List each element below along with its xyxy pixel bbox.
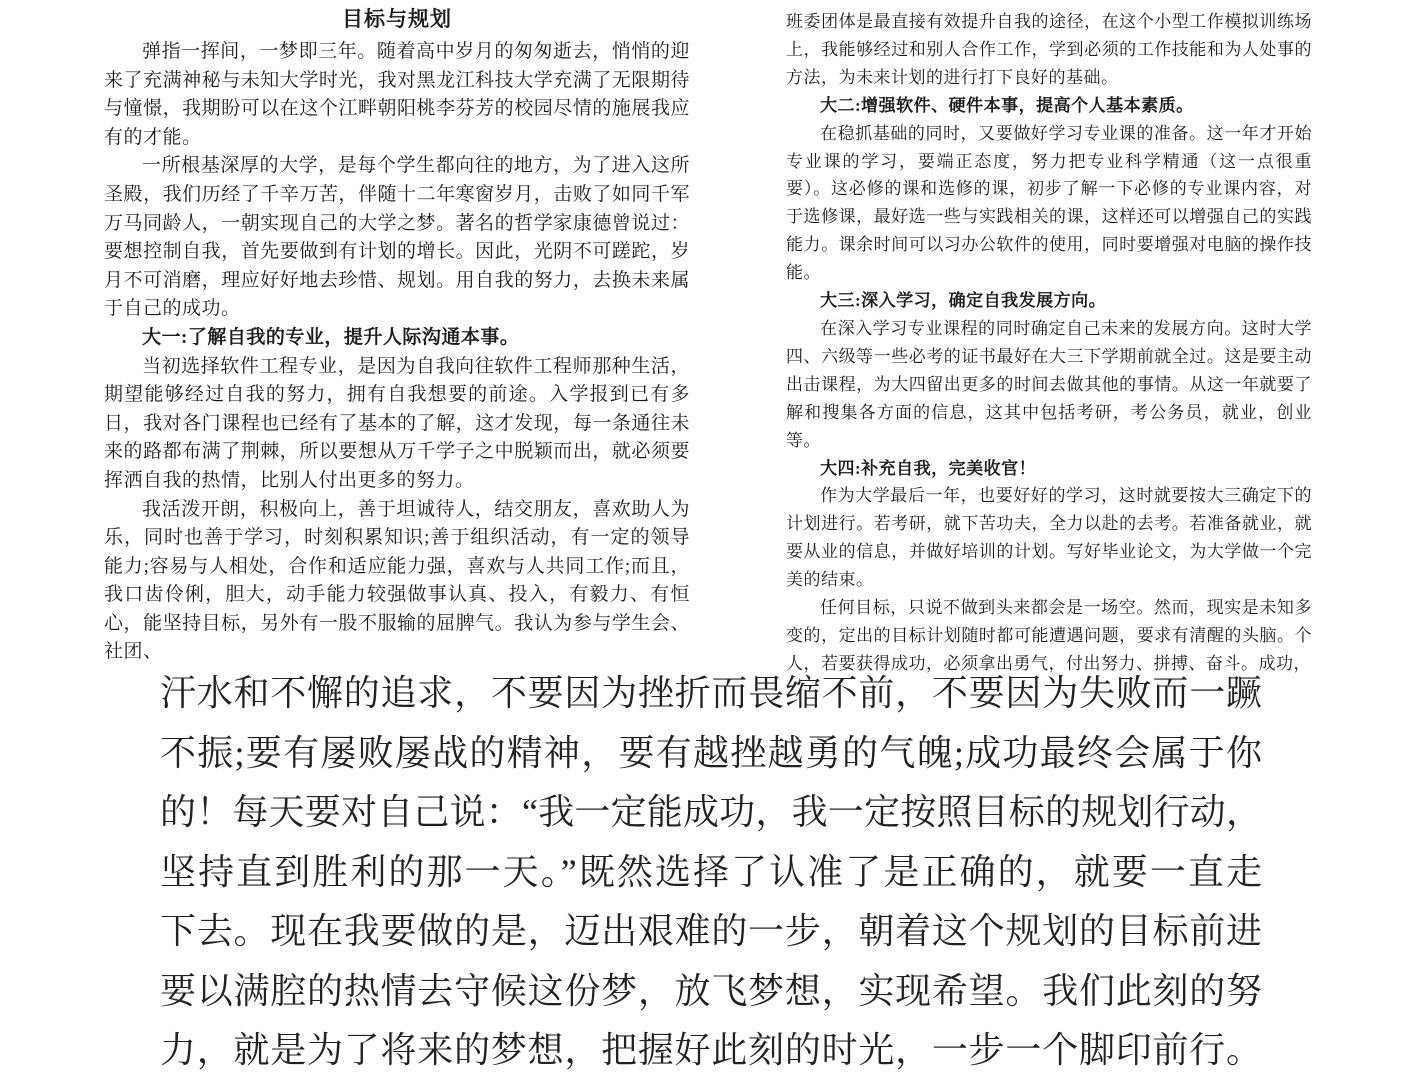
paragraph-intro: 弹指一挥间，一梦即三年。随着高中岁月的匆匆逝去，悄悄的迎来了充满神秘与未知大学时光，我对黑龙江科技大学充满了无限期待与憧憬，我期盼可以在这个江畔朝阳桃李芬芳的校园尽情的施展我应有的才能。 (104, 41, 690, 148)
page-title: 目标与规划 (342, 7, 452, 31)
magnified-line-partial: 力，就是为了将来的梦想，把握好此刻的时光，一步一个脚印前行。 (160, 1030, 1262, 1070)
magnified-line: 坚持直到胜利的那一天。”既然选择了认准了是正确的，就要一直走 (160, 851, 1262, 892)
magnified-line: 不振;要有屡败屡战的精神，要有越挫越勇的气魄;成功最终会属于你 (160, 732, 1262, 773)
paragraph-year3-plan: 在深入学习专业课程的同时确定自己未来的发展方向。这时大学四、六级等一些必考的证书最好在大三下学期前就全过。这是要主动出击课程，为大四留出更多的时间去做其他的事情。从这一年就要了解和搜集各方面的信息，这其中包括考研，考公务员，就业，创业等。 (786, 318, 1312, 450)
paragraph-personality: 我活泼开朗，积极向上，善于坦诚待人，结交朋友，喜欢助人为乐，同时也善于学习，时刻积累知识;善于组织活动，有一定的领导能力;容易与人相处，合作和适应能力强，喜欢与人共同工作;而且，我口齿伶俐，胆大，动手能力较强做事认真、投入，有毅力、有恒心，能坚持目标，另外有一股不服输的屈脾气。我认为参与学生会、社团、 (104, 498, 690, 663)
section-heading-year1: 大一:了解自我的专业，提升人际沟通本事。 (142, 326, 520, 348)
paragraph-year4-plan: 作为大学最后一年，也要好好的学习，这时就要按大三确定下的计划进行。若考研，就下苦功夫，全力以赴的去考。若准备就业，就要从业的信息，并做好培训的计划。写好毕业论文，为大学做一个完美的结束。 (786, 486, 1312, 590)
paragraph-year2-plan: 在稳抓基础的同时，又要做好学习专业课的准备。这一年才开始专业课的学习，要端正态度，努力把专业科学精通（这一点很重要）。这必修的课和选修的课，初步了解一下必修的专业课内容，对于选修课，最好选一些与实践相关的课，这样还可以增强自己的实践能力。课余时间可以习办公软件的使用，同时要增强对电脑的操作技能。 (786, 123, 1312, 283)
paragraph-conclusion: 任何目标，只说不做到头来都会是一场空。然而，现实是未知多变的，定出的目标计划随时都可能遭遇问题，要求有清醒的头脑。个人，若要获得成功，必须拿出勇气，付出努力、拼搏、奋斗。成功， (786, 598, 1312, 673)
paragraph-university: 一所根基深厚的大学，是每个学生都向往的地方，为了进入这所圣殿，我们历经了千辛万苦，伴随十二年寒窗岁月，击败了如同千军万马同龄人，一朝实现自己的大学之梦。著名的哲学家康德曾说过：要想控制自我，首先要做到有计划的增长。因此，光阴不可蹉跎，岁月不可消磨，理应好好地去珍惜、规划。用自我的努力，去换未来属于自己的成功。 (104, 155, 690, 320)
section-heading-year2: 大二:增强软件、硬件本事，提高个人基本素质。 (820, 95, 1194, 115)
paragraph-committee: 班委团体是最直接有效提升自我的途径，在这个小型工作模拟训练场上，我能够经过和别人合作工作，学到必须的工作技能和为人处事的方法，为未来计划的进行打下良好的基础。 (786, 12, 1312, 87)
paragraph-major-choice: 当初选择软件工程专业，是因为自我向往软件工程师那种生活，期望能够经过自我的努力，拥有自我想要的前途。入学报到已有多日，我对各门课程也已经有了基本的了解，这才发现，每一条通往未来的路都布满了荆棘，所以要想从万千学子之中脱颖而出，就必须要挥洒自我的热情，比别人付出更多的努力。 (104, 355, 690, 491)
left-column (104, 6, 690, 667)
section-heading-year4: 大四:补充自我，完美收官！ (820, 458, 1037, 478)
magnified-line: 的！每天要对自己说：“我一定能成功，我一定按照目标的规划行动， (160, 792, 1262, 832)
section-heading-year3: 大三:深入学习，确定自我发展方向。 (820, 291, 1107, 311)
magnified-line: 下去。现在我要做的是，迈出艰难的一步，朝着这个规划的目标前进 (160, 911, 1262, 951)
magnified-text-view (160, 664, 1262, 1070)
magnified-line: 要以满腔的热情去守候这份梦，放飞梦想，实现希望。我们此刻的努 (160, 970, 1262, 1011)
magnified-line: 汗水和不懈的追求，不要因为挫折而畏缩不前，不要因为失败而一蹶 (160, 673, 1262, 713)
right-column (786, 8, 1312, 678)
